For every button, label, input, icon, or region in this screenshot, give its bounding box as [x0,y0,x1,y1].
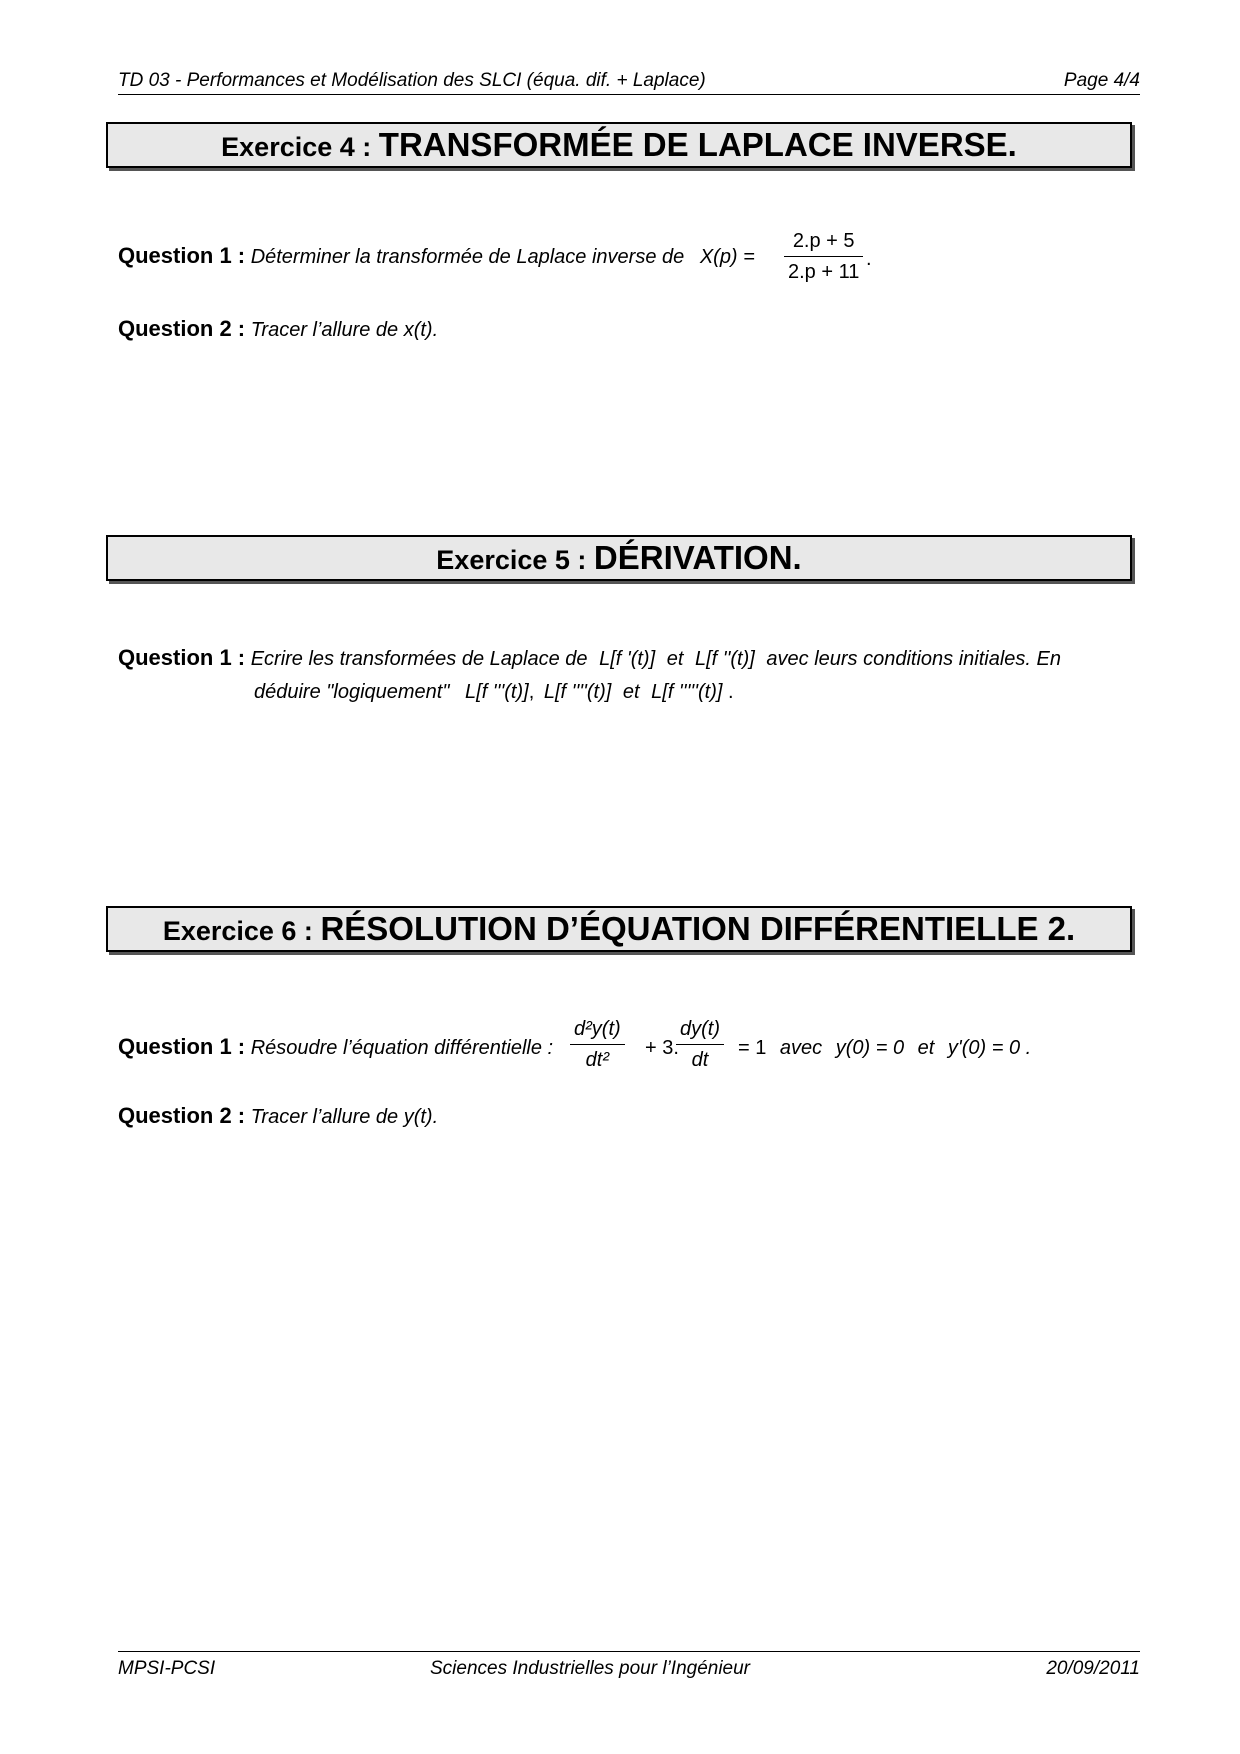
exercise-6-title-box [106,906,1132,952]
question-label: Question 2 : [118,1103,246,1128]
question-label: Question 1 : [118,1034,246,1059]
question-text: Résoudre l’équation différentielle : [250,1037,554,1059]
question-text: Déterminer la transformée de Laplace inverse de [250,246,685,268]
fraction-denominator: dt² [570,1044,625,1072]
fraction-denominator: 2.p + 11 [784,256,863,284]
sentence-end: . [728,681,734,703]
fraction-numerator: dy(t) [680,1018,720,1040]
question-label: Question 1 : [118,645,246,670]
header-title: TD 03 - Performances et Modélisation des SLCI (équa. dif. + Laplace) [118,70,706,91]
ex4-question-1 [118,243,755,269]
question-text-cont: déduire "logiquement" [254,681,450,703]
laplace-f-third: L[f '''(t)] [465,681,529,703]
page-number: Page 4/4 [1063,70,1140,91]
equation-rhs [738,1037,1031,1060]
ex6-question-1 [118,1034,553,1060]
laplace-f-fourth: L[f ''''(t)] [543,681,612,703]
fraction-denominator: dt [676,1044,724,1072]
laplace-f-prime: L[f '(t)] [599,648,656,670]
exercise-5-number: Exercice 5 : [436,545,594,575]
exercise-4-title-box [106,122,1132,168]
conjunction: et [917,1037,935,1059]
ex4-question-2 [118,316,438,342]
initial-condition-1: y(0) = 0 [835,1037,905,1059]
question-label: Question 1 : [118,243,246,268]
question-text: Tracer l’allure de x(t). [250,319,439,341]
question-text: Ecrire les transformées de Laplace de [250,648,588,670]
conjunction: avec [779,1037,823,1059]
fraction-numerator: 2.p + 5 [792,230,855,252]
ex5-question-1-line-2: déduire "logiquement" L[f '''(t)], L[f ''''(t)] et L[f '''''(t)] . [254,681,734,703]
exercise-5-title: DÉRIVATION. [593,539,802,576]
question-label: Question 2 : [118,316,246,341]
ex5-question-1 [118,645,1130,671]
formula-end: . [866,248,872,270]
exercise-4-title: TRANSFORMÉE DE LAPLACE INVERSE. [378,126,1017,163]
first-derivative-fraction [676,1018,724,1072]
ex6-question-2 [118,1103,438,1129]
exercise-5-title-box [106,535,1132,581]
laplace-f-second: L[f ''(t)] [694,648,755,670]
exercise-6-title: RÉSOLUTION D’ÉQUATION DIFFÉRENTIELLE 2. [320,910,1076,947]
ex4-fraction [784,230,863,284]
fraction-numerator: d²y(t) [574,1018,621,1040]
conjunction: et [622,681,640,703]
initial-condition-2: y'(0) = 0 . [947,1037,1032,1059]
page-header [118,70,1140,95]
laplace-f-fifth: L[f '''''(t)] [651,681,723,703]
question-text-cont: avec leurs conditions initiales. En [766,648,1061,670]
footer-date: 20/09/2011 [1046,1658,1140,1679]
formula-lhs: X(p) = [699,246,755,268]
second-derivative-fraction [570,1018,625,1072]
rhs-value: = 1 [738,1037,767,1059]
conjunction: et [666,648,684,670]
page-footer [118,1651,1140,1682]
footer-class: MPSI-PCSI [118,1658,216,1679]
coefficient: + 3. [645,1037,679,1059]
footer-subject: Sciences Industrielles pour l’Ingénieur [430,1658,751,1679]
exercise-4-number: Exercice 4 : [221,132,379,162]
exercise-6-number: Exercice 6 : [162,916,321,946]
question-text: Tracer l’allure de y(t). [250,1106,439,1128]
